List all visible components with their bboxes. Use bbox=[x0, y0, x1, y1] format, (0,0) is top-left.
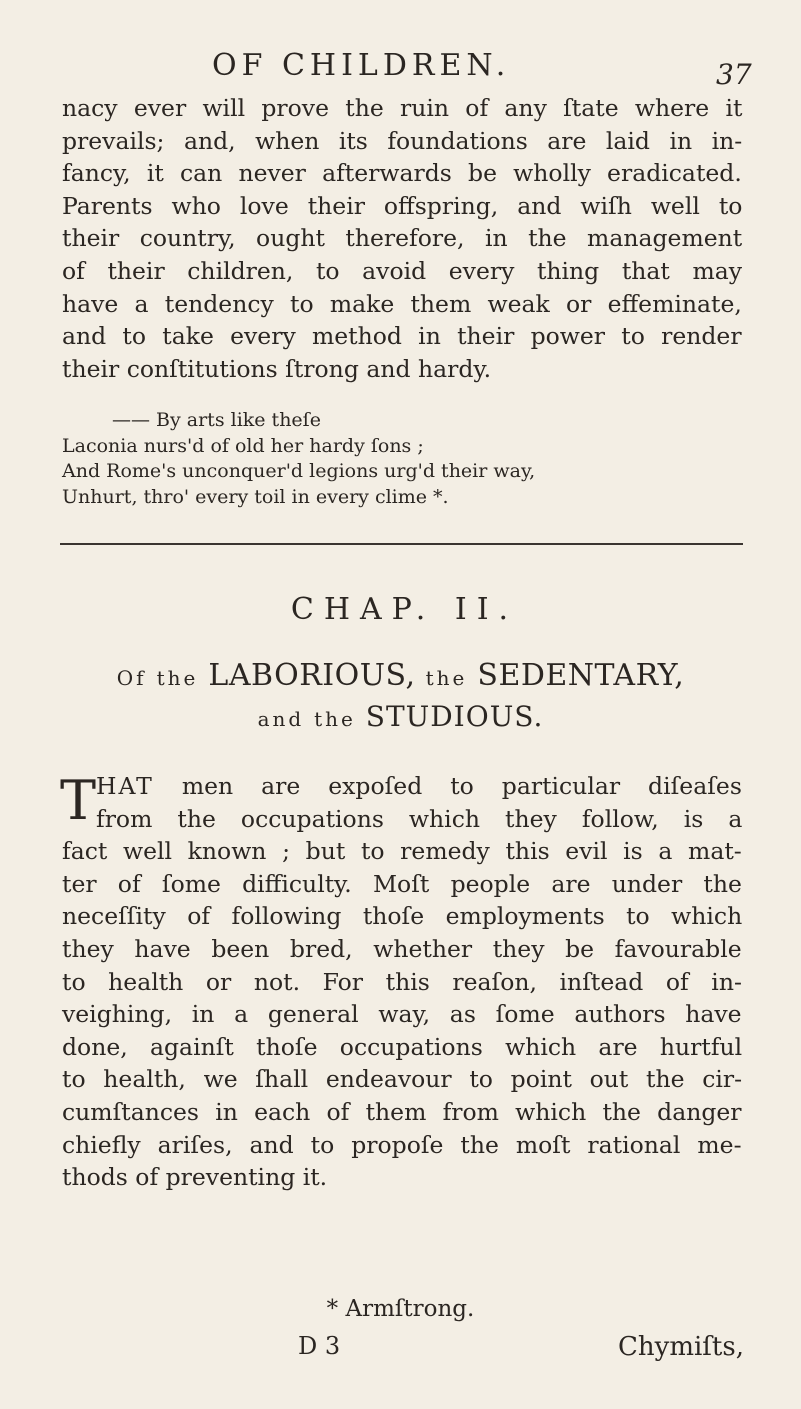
page-header bbox=[0, 44, 801, 90]
verse-line: And Rome's unconquer'd legions urg'd their way, bbox=[62, 460, 536, 482]
text-line: chiefly ariſes, and to propoſe the moſt rational me- bbox=[62, 1130, 742, 1159]
signature-mark: D 3 bbox=[298, 1332, 341, 1360]
verse-line: —— By arts like theſe bbox=[112, 409, 321, 431]
chapter-title-line-2 bbox=[0, 700, 801, 733]
text-line: fact well known ; but to remedy this evil is a mat- bbox=[62, 837, 742, 866]
title-word: the bbox=[314, 707, 356, 731]
text-line: veighing, in a general way, as ſome authors have bbox=[62, 1000, 742, 1029]
title-word: the bbox=[425, 666, 468, 690]
text-line: of their children, to avoid every thing that may bbox=[62, 256, 743, 285]
verse-quotation bbox=[62, 408, 722, 510]
title-word: LABORIOUS, bbox=[208, 658, 416, 693]
chapter-label: CHAP. II. bbox=[290, 592, 519, 627]
text-line: done, againſt thoſe occupations which are hurtful bbox=[62, 1032, 743, 1061]
text-line: their country, ought therefore, in the management bbox=[62, 224, 743, 253]
paragraph-continued bbox=[62, 92, 742, 385]
first-word: HAT bbox=[96, 772, 154, 800]
verse-line: Unhurt, thro' every toil in every clime *. bbox=[62, 485, 449, 508]
text-line: from the occupations which they follow, is a bbox=[96, 804, 743, 833]
verse-line: Laconia nurs'd of old her hardy ſons ; bbox=[62, 434, 424, 457]
text-line: cumſtances in each of them from which the danger bbox=[62, 1097, 742, 1126]
text-line-rest: men are expoſed to particular diſeaſes bbox=[153, 772, 742, 800]
text-line: nacy ever will prove the ruin of any ſtate where it bbox=[62, 94, 743, 122]
page-number: 37 bbox=[716, 58, 752, 91]
catchword: Chymiſts, bbox=[618, 1332, 744, 1362]
title-word: SEDENTARY, bbox=[477, 658, 685, 693]
title-word: and bbox=[257, 707, 305, 731]
running-head: OF CHILDREN. bbox=[212, 48, 511, 83]
text-line: and to take every method in their power to render bbox=[62, 322, 742, 351]
text-line: prevails; and, when its foundations are laid in in- bbox=[62, 126, 743, 155]
drop-cap: T bbox=[60, 769, 97, 832]
text-line: fancy, it can never afterwards be wholly eradicated. bbox=[62, 159, 742, 188]
title-word: Of bbox=[116, 666, 147, 690]
text-line bbox=[62, 770, 742, 803]
text-line: to health or not. For this reaſon, inſtead of in- bbox=[62, 967, 742, 996]
chapter-opening-paragraph bbox=[62, 770, 742, 1194]
section-divider bbox=[60, 543, 743, 545]
text-line: ter of ſome difficulty. Moſt people are under the bbox=[62, 869, 742, 898]
chapter-title-line-1 bbox=[0, 658, 801, 693]
title-word: the bbox=[156, 666, 199, 690]
text-line: have a tendency to make them weak or effeminate, bbox=[62, 289, 742, 318]
footnote: * Armſtrong. bbox=[326, 1296, 475, 1322]
text-line: neceſſity of following thoſe employments to which bbox=[62, 902, 743, 931]
text-line: Parents who love their offspring, and wiſh well to bbox=[62, 191, 743, 220]
text-line: their conſtitutions ſtrong and hardy. bbox=[62, 354, 492, 383]
text-line: thods of preventing it. bbox=[62, 1163, 328, 1192]
title-word: STUDIOUS. bbox=[365, 700, 544, 733]
text-line: they have been bred, whether they be favourable bbox=[62, 934, 742, 963]
text-line: to health, we ſhall endeavour to point out the cir- bbox=[62, 1065, 743, 1094]
